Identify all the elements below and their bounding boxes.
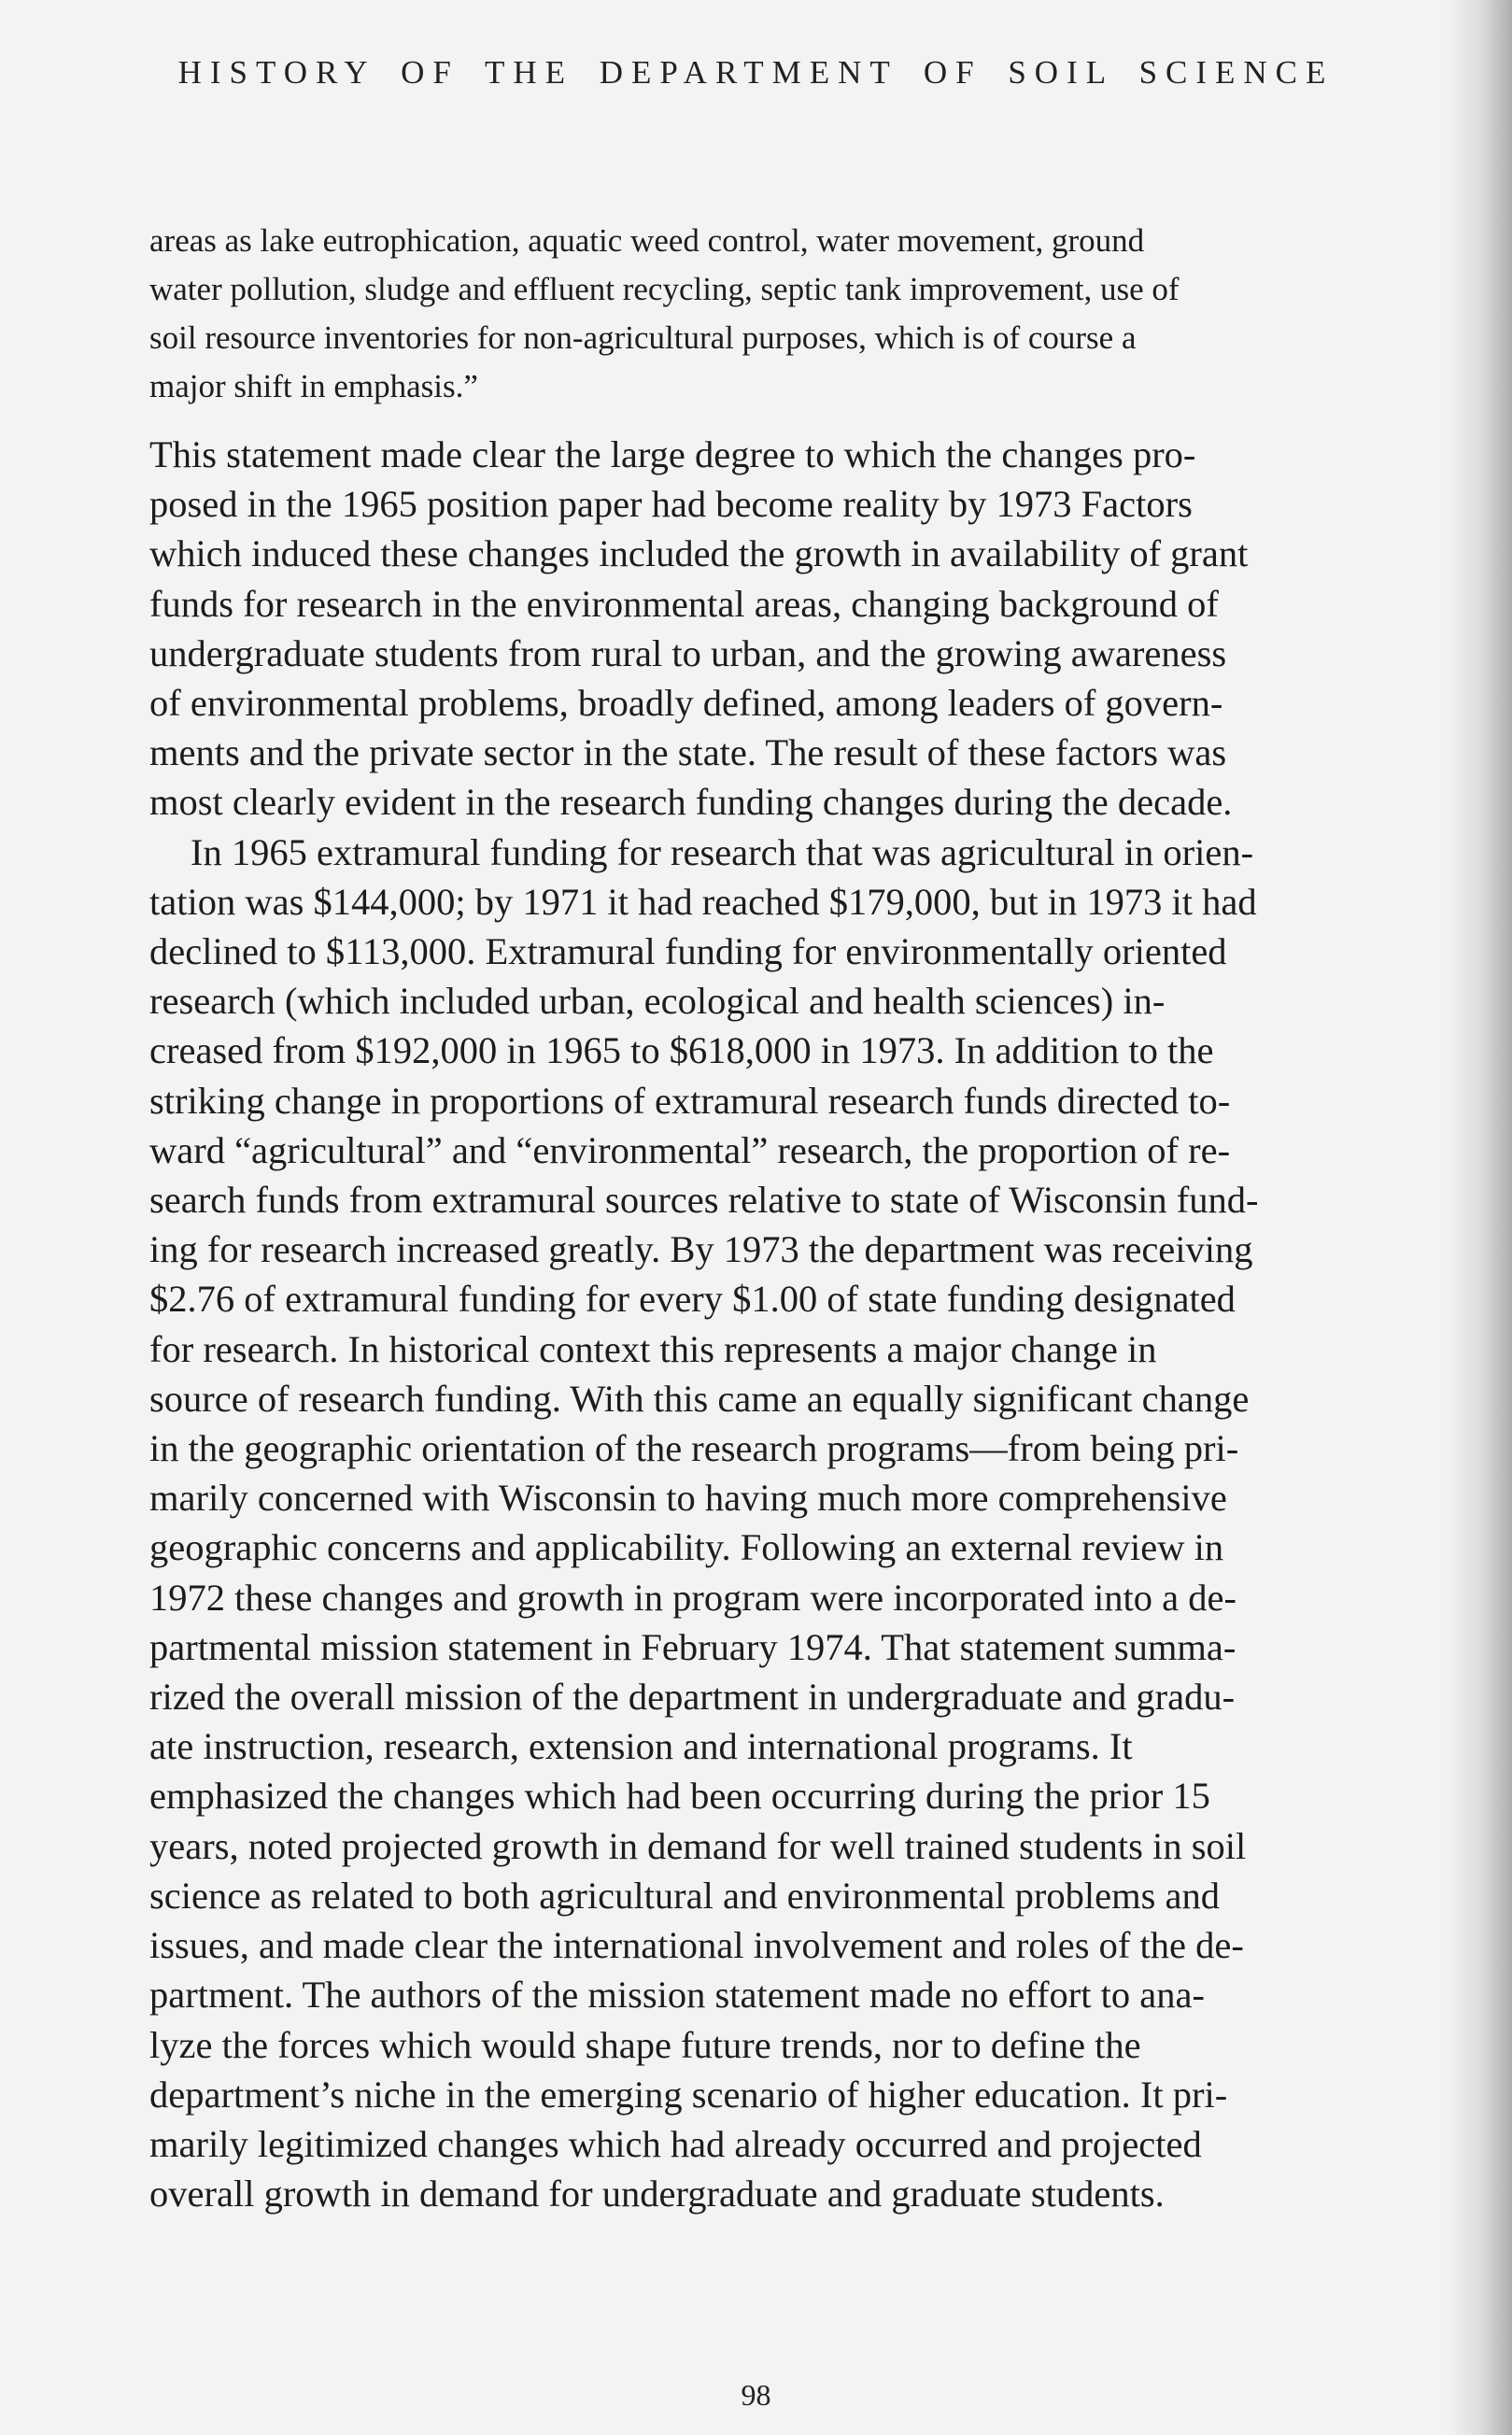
text-line: ward “agricultural” and “environmental” research, the proportion of re- bbox=[149, 1128, 1231, 1171]
text-line: $2.76 of extramural funding for every $1.00 of state funding designated bbox=[149, 1278, 1236, 1321]
text-line: geographic concerns and applicability. Following an external review in bbox=[149, 1526, 1224, 1569]
quote-line: major shift in emphasis.” bbox=[149, 368, 478, 404]
text-line: issues, and made clear the international involvement and roles of the de- bbox=[149, 1924, 1244, 1967]
text-line: overall growth in demand for undergraduate and graduate students. bbox=[149, 2173, 1165, 2216]
text-line: search funds from extramural sources relative to state of Wisconsin fund- bbox=[149, 1179, 1259, 1222]
quote-continuation bbox=[149, 217, 1401, 411]
text-line: marily legitimized changes which had already occurred and projected bbox=[149, 2122, 1202, 2165]
text-line: creased from $192,000 in 1965 to $618,000 in 1973. In addition to the bbox=[149, 1029, 1214, 1072]
text-line: for research. In historical context this represents a major change in bbox=[149, 1327, 1157, 1370]
running-header: HISTORY OF THE DEPARTMENT OF SOIL SCIENCE bbox=[177, 54, 1335, 91]
text-line: most clearly evident in the research funding changes during the decade. bbox=[149, 781, 1233, 824]
text-line: source of research funding. With this came an equally significant change bbox=[149, 1377, 1250, 1420]
text-line: marily concerned with Wisconsin to having much more comprehensive bbox=[149, 1477, 1227, 1520]
text-line: which induced these changes included the growth in availability of grant bbox=[149, 532, 1249, 575]
text-line: in the geographic orientation of the research programs—from being pri- bbox=[149, 1427, 1239, 1470]
text-line: science as related to both agricultural and environmental problems and bbox=[149, 1874, 1220, 1917]
paragraph-2 bbox=[149, 828, 1401, 2219]
text-line: of environmental problems, broadly defined, among leaders of govern- bbox=[149, 682, 1223, 725]
body-text bbox=[149, 430, 1401, 2218]
text-line: In 1965 extramural funding for research that was agricultural in orien- bbox=[191, 830, 1254, 873]
text-line: funds for research in the environmental areas, changing background of bbox=[149, 582, 1219, 625]
text-line: striking change in proportions of extramural research funds directed to- bbox=[149, 1079, 1231, 1122]
text-line: department’s niche in the emerging scenario of higher education. It pri- bbox=[149, 2073, 1228, 2116]
text-line: posed in the 1965 position paper had become reality by 1973 Factors bbox=[149, 483, 1193, 526]
quote-line: areas as lake eutrophication, aquatic weed control, water movement, ground bbox=[149, 222, 1145, 259]
text-line: ing for research increased greatly. By 1973 the department was receiving bbox=[149, 1228, 1253, 1271]
paragraph-1 bbox=[149, 430, 1401, 828]
text-line: undergraduate students from rural to urban, and the growing awareness bbox=[149, 631, 1227, 674]
text-line: emphasized the changes which had been occurring during the prior 15 bbox=[149, 1775, 1210, 1818]
text-line: rized the overall mission of the department in undergraduate and gradu- bbox=[149, 1676, 1236, 1719]
text-line: lyze the forces which would shape future trends, nor to define the bbox=[149, 2023, 1141, 2066]
text-line: partmental mission statement in February 1974. That statement summa- bbox=[149, 1625, 1236, 1668]
page-number: 98 bbox=[741, 2378, 771, 2412]
text-line: tation was $144,000; by 1971 it had reached $179,000, but in 1973 it had bbox=[149, 880, 1257, 923]
quote-line: soil resource inventories for non-agricultural purposes, which is of course a bbox=[149, 319, 1137, 356]
text-line: years, noted projected growth in demand for well trained students in soil bbox=[149, 1824, 1247, 1867]
text-line: partment. The authors of the mission statement made no effort to ana- bbox=[149, 1974, 1205, 2017]
page-edge-shadow bbox=[1447, 0, 1512, 2435]
text-line: 1972 these changes and growth in program were incorporated into a de- bbox=[149, 1576, 1236, 1619]
text-line: ate instruction, research, extension and international programs. It bbox=[149, 1725, 1133, 1768]
text-line: research (which included urban, ecological and health sciences) in- bbox=[149, 980, 1166, 1023]
text-line: ments and the private sector in the state. The result of these factors was bbox=[149, 731, 1227, 774]
text-line: declined to $113,000. Extramural funding for environmentally oriented bbox=[149, 930, 1227, 973]
quote-line: water pollution, sludge and effluent recycling, septic tank improvement, use of bbox=[149, 271, 1180, 307]
text-line: This statement made clear the large degree to which the changes pro- bbox=[149, 433, 1196, 475]
